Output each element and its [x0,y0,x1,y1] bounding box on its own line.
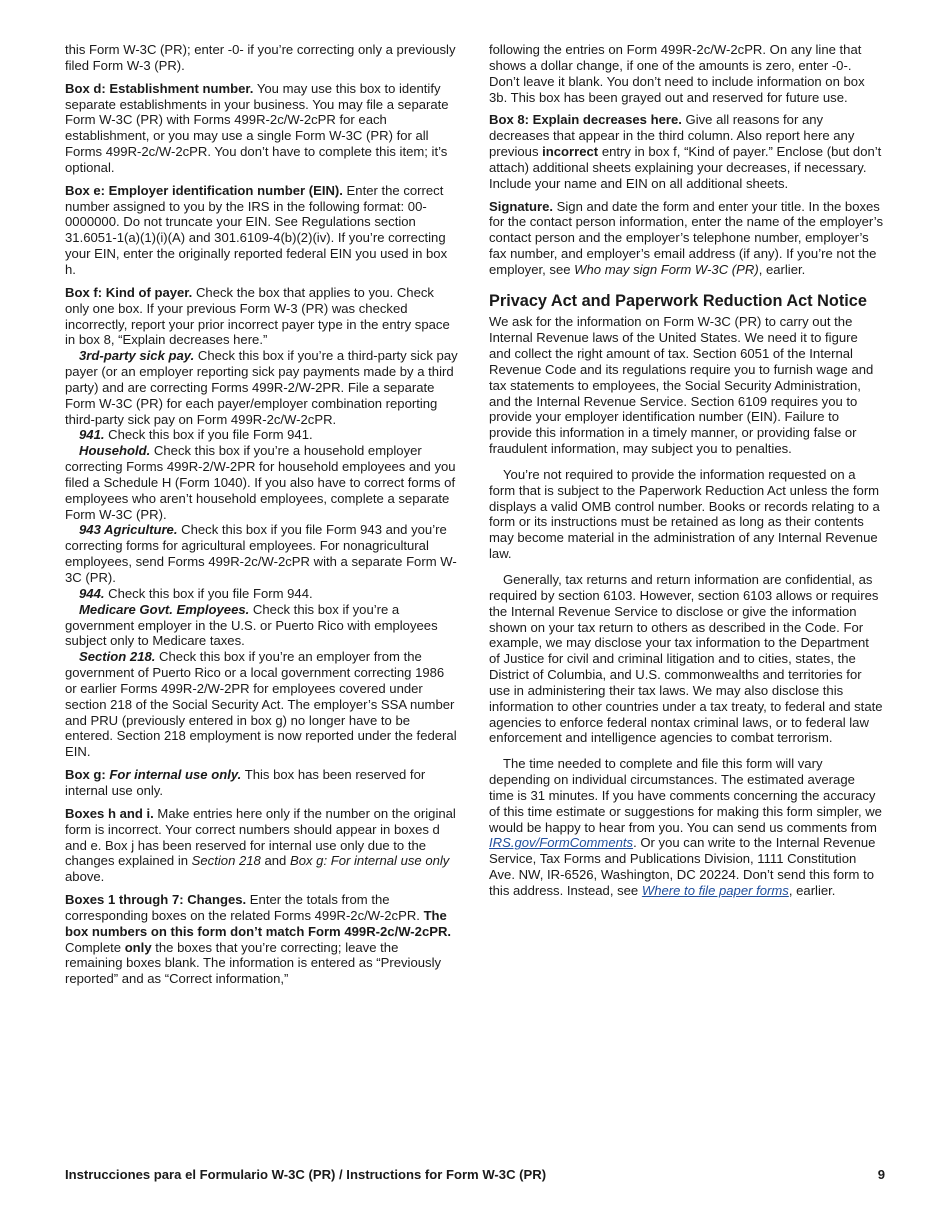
paragraph [65,602,459,650]
paragraph-lead: Boxes 1 through 7: Changes. [65,892,247,908]
paragraph-lead: Box g: [65,767,106,783]
section-paragraph [65,892,459,987]
paragraph-text: this Form W-3C (PR); enter -0- if you’re correcting only a previously filed Form W-3 (PR). [65,42,456,73]
paragraph-text: Check this box if you’re a government employer in the U.S. or Puerto Rico with employees subject only to Medicare taxes. [65,601,438,649]
paragraph [65,348,459,427]
emphasis-text: The box numbers on this form don’t match Form 499R-2c/W-2cPR. [65,907,452,939]
paragraph-text: Check this box if you file Form 941. [104,427,313,443]
paragraph-text: Make entries here only if the number on the original form is incorrect. Your correct numbers should appear in boxes d and e. Box j has been reserved for internal use only due to the changes explained in [65,805,456,869]
paragraph-text: Give all reasons for any decreases that appear in the third column. Also report here any previous [489,112,855,160]
paragraph-text: Generally, tax returns and return information are confidential, as required by section 6103. However, section 6103 allows or requires the Internal Revenue Service to disclose or give the information shown on your tax return to others as described in the Code. For example, we may disclose your tax information to the Department of Justice for civil and criminal litigation and to cities, states, the District of Columbia, and U.S. commonwealths and territories for use in administering their tax laws. We may also disclose this information to other countries under a tax treaty, to federal and state agencies to enforce federal nontax criminal laws, or to federal law enforcement and intelligence agencies to combat terrorism. [489,571,883,746]
paragraph-text: You’re not required to provide the information requested on a form that is subject to the Paperwork Reduction Act unless the form displays a valid OMB control number. Books or records relating to a form or its instructions must be retained as long as their contents may become material in the administration of any Internal Revenue law. [489,466,880,562]
paragraph-lead: Box 8: Explain decreases here. [489,112,682,128]
section-paragraph [489,199,883,278]
reference-text: Who may sign Form W-3C (PR) [574,261,759,277]
paragraph-text: Enter the correct number assigned to you by the IRS in the following format: 00-0000000. Do not truncate your EIN. See Regulations section 31.6051-1(a)(1)(i)(A) and 301.6109-4(b)(2)(iv). If you’re correcting your EIN, enter the originally reported federal EIN you used in box h. [65,182,448,277]
paragraph [489,467,883,562]
paragraph-text: Enter the totals from the corresponding boxes on the related Forms 499R-2c/W-2cPR. [65,892,424,923]
right-column [489,42,883,899]
footer-title: Instrucciones para el Formulario W-3C (PR) / Instructions for Form W-3C (PR) [65,1167,547,1182]
paragraph-text: and [260,853,290,869]
paragraph-lead: Box f: Kind of payer. [65,284,193,300]
lead-wrapper [106,767,242,782]
paragraph-lead: Box d: Establishment number. [65,80,254,96]
paragraph [489,314,883,457]
paragraph-lead: Household. [79,443,151,459]
paragraph-text: The time needed to complete and file this form will vary depending on individual circumstances. The estimated average time is 31 minutes. If you have comments concerning the accuracy of this time estimate or suggestions for making this form simpler, we would be happy to hear from you. You can send us comments from [489,756,882,835]
lead-wrapper [79,443,150,458]
paragraph-text: Check this box if you’re a third-party sick pay payer (or an employer reporting sick pay payments made by a third party) and are correcting Forms 499R-2/W-2PR. File a separate Form W-3C (PR) for each payer/employer combination reporting third-party sick pay on Form 499R-2c/W-2cPR. [65,348,458,427]
paragraph-text: Sign and date the form and enter your title. In the boxes for the contact person information, enter the name of the employer’s contact person and the employer’s telephone number, employer’s fax number, and employer’s email address (if any). If you’re not the employer, see [489,198,884,277]
paragraph [65,586,459,602]
paragraph-text: We ask for the information on Form W-3C (PR) to carry out the Internal Revenue laws of the United States. We need it to figure and collect the right amount of tax. Section 6051 of the Internal Revenue Code and its regulations require you to furnish wage and tax statements to employees, the Social Security Administration, and the Internal Revenue Service. Section 6109 requires you to provide your employer identification number (EIN). Failure to provide this information in a timely manner, or providing false or fraudulent information, may subject you to penalties. [489,314,874,457]
paragraph [65,443,459,522]
reference-text: Box g: For internal use only [289,853,450,869]
paragraph-text: Check this box if you file Form 944. [104,585,313,601]
form-comments-link[interactable]: IRS.gov/FormComments [489,835,634,851]
left-column [65,42,459,987]
paragraph-lead: 941. [79,427,105,443]
lead-wrapper [79,522,177,537]
section-paragraph [65,81,459,176]
paragraph-text: entry in box f, “Kind of payer.” Enclose (but don’t attach) additional sheets explaining your decreases, if necessary. Include your name and EIN on all additional sheets. [489,144,882,191]
paragraph [65,649,459,760]
paragraph-text: following the entries on Form 499R-2c/W-2cPR. On any line that shows a dollar change, if one of the amounts is zero, enter -0-. Don’t leave it blank. You don’t need to include information on box 3b. This box has been grayed out and reserved for future use. [489,42,865,105]
paragraph-text: This box has been reserved for internal use only. [65,767,426,798]
paragraph-text: Check this box if you file Form 943 and you’re correcting forms for agricultural employees. For nonagricultural employees, send Forms 499R-2c/W-2cPR with a separate Form W-3C (PR). [65,522,457,585]
section-paragraph [65,806,459,885]
paragraph-text: Complete [65,939,125,955]
lead-wrapper [79,649,155,664]
paragraph-text: the boxes that you’re correcting; leave the remaining boxes blank. The information is entered as “Previously reported” and as “Correct information,” [65,939,442,987]
paragraph-lead: Boxes h and i. [65,805,154,821]
lead-wrapper [79,602,249,617]
emphasis-text: incorrect [542,144,599,160]
paragraph-text: Check this box if you’re an employer from the government of Puerto Rico or a local government correcting 1986 or earlier Forms 499R-2/W-2PR for employees covered under section 218 of the Social Security Act. The employer’s SSA number and PRU (previously entered in box g) no longer have to be entered. Section 218 employment is now reported under the federal EIN. [65,649,457,760]
paragraph [65,427,459,443]
paragraph-text: , earlier. [758,261,806,277]
paragraph-text: above. [65,869,105,885]
paragraph [65,522,459,585]
paragraph-lead: Section 218. [79,649,156,665]
paragraph [489,756,883,899]
paragraph-lead: Box e: Employer identification number (EIN). [65,182,343,198]
paragraph-text: Check the box that applies to you. Check only one box. If your previous Form W-3 (PR) was checked incorrectly, report your prior incorrect payer type in the entry space in box 8, “Explain decreases here.” [65,284,450,348]
paragraph-text: Check this box if you’re a household employer correcting Forms 499R-2/W-2PR for household employees and you filed a Schedule H (Form 1040). If you also have to correct forms of employees who aren’t household employees, complete a separate Form W-3C (PR). [65,443,456,522]
paragraph-lead: Medicare Govt. Employees. [79,601,250,617]
page-footer [65,1167,885,1182]
section-paragraph [65,285,459,348]
section-heading: Privacy Act and Paperwork Reduction Act Notice [489,291,867,310]
lead-wrapper [79,348,194,363]
section-paragraph [65,183,459,278]
paragraph-text: , earlier. [788,883,836,898]
paragraph [65,42,459,74]
where-to-file-link[interactable]: Where to file paper forms [641,883,789,898]
emphasis-text: only [124,939,152,955]
paragraph-lead: 944. [79,585,105,601]
paragraph-lead: 943 Agriculture. [79,522,178,538]
reference-text: Section 218 [191,853,261,869]
paragraph-text: . Or you can write to the Internal Revenue Service, Tax Forms and Publications Division, 1111 Constitution Ave. NW, IR-6526, Washington, DC 20224. Don’t send this form to this address. Instead, see [489,835,876,898]
paragraph-text: You may use this box to identify separate establishments in your business. You may file a separate Form W-3C (PR) with Forms 499R-2c/W-2cPR for each establishment, or you may use a single Form W-3C (PR) for all Forms 499R-2c/W-2cPR. You don’t have to complete this item; it’s optional. [65,80,449,175]
section-paragraph [489,112,883,191]
paragraph [489,42,883,105]
paragraph-lead: Signature. [489,198,554,214]
page-number: 9 [877,1167,885,1182]
section-paragraph [65,767,459,799]
paragraph [489,572,883,746]
paragraph-lead: 3rd-party sick pay. [79,348,195,364]
paragraph-lead: For internal use only. [105,767,242,783]
lead-wrapper [79,427,104,442]
lead-wrapper [79,586,104,601]
